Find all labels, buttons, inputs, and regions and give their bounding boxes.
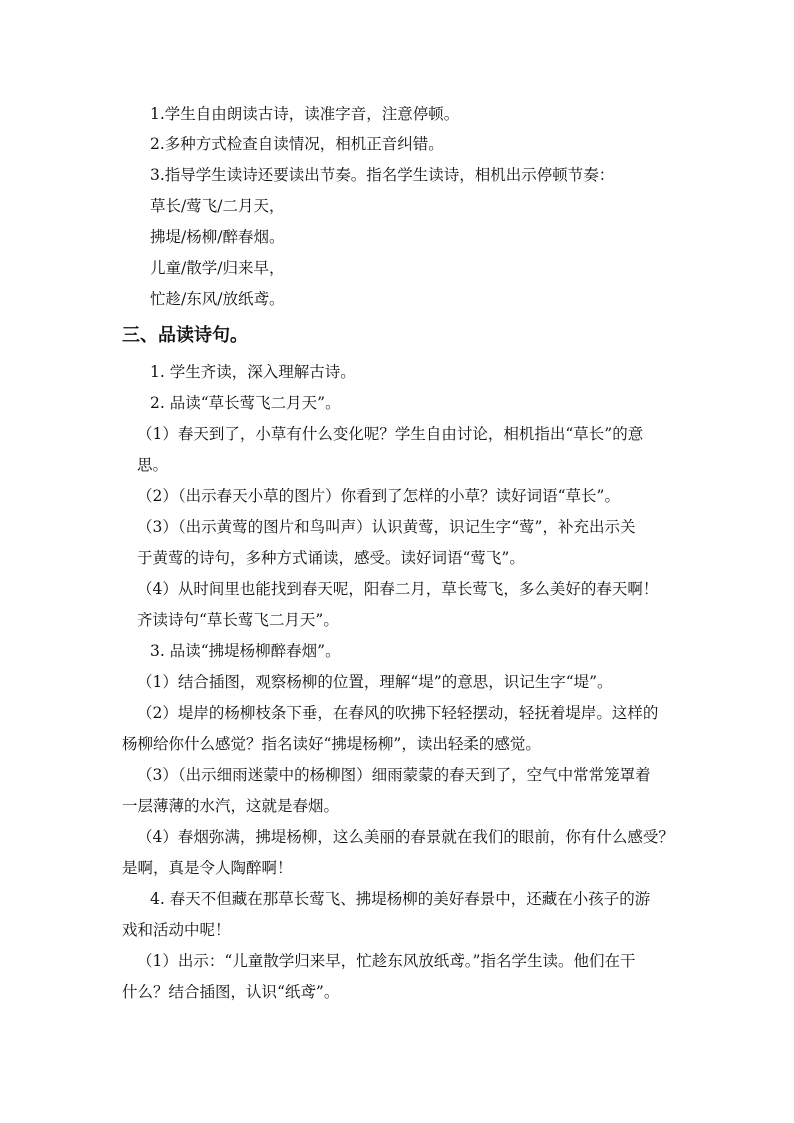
paragraph-line: （2）（出示春天小草的图片）你看到了怎样的小草？读好词语“草长”。 (137, 487, 620, 505)
paragraph-line: 什么？结合插图，认识“纸鸢”。 (122, 983, 340, 1001)
paragraph-line: （4）从时间里也能找到春天呢，阳春二月，草长莺飞，多么美好的春天啊！ (137, 580, 659, 598)
paragraph-line: （4）春烟弥满，拂堤杨柳，这么美丽的春景就在我们的眼前，你有什么感受？ (137, 828, 674, 846)
paragraph-line: 齐读诗句“草长莺飞二月天”。 (137, 611, 339, 629)
paragraph-line: 思。 (137, 456, 169, 474)
paragraph-line: 戏和活动中呢！ (122, 921, 231, 939)
item-4-line: 4. 春天不但藏在那草长莺飞、拂堤杨柳的美好春景中，还藏在小孩子的游 (150, 890, 651, 908)
paragraph-line: （3）（出示黄莺的图片和鸟叫声）认识黄莺，识记生字“莺”，补充出示关 (137, 518, 636, 536)
paragraph-line: （3）（出示细雨迷蒙中的杨柳图）细雨蒙蒙的春天到了，空气中常常笼罩着 (137, 766, 651, 784)
step-2-line: 2.多种方式检查自读情况，相机正音纠错。 (150, 135, 444, 153)
paragraph-line: 杨柳给你什么感觉？指名读好“拂堤杨柳”，读出轻柔的感觉。 (122, 735, 541, 753)
paragraph-line: 是啊，真是令人陶醉啊！ (122, 859, 293, 877)
item-2-line: 2. 品读“草长莺飞二月天”。 (150, 394, 341, 412)
section-heading: 三、品读诗句。 (122, 325, 248, 346)
paragraph-line: （1）春天到了，小草有什么变化呢？学生自由讨论，相机指出“草长”的意 (137, 425, 644, 443)
step-3-line: 3.指导学生读诗还要读出节奏。指名学生读诗，相机出示停顿节奏： (150, 166, 615, 184)
item-1-line: 1. 学生齐读，深入理解古诗。 (150, 363, 356, 381)
poem-line-4: 忙趁/东风/放纸鸢。 (150, 290, 285, 308)
step-1-line: 1.学生自由朗读古诗，读准字音，注意停顿。 (150, 105, 460, 123)
paragraph-line: （1）结合插图，观察杨柳的位置，理解“堤”的意思，识记生字“堤”。 (137, 673, 613, 691)
paragraph-line: （2）堤岸的杨柳枝条下垂，在春风的吹拂下轻轻摆动，轻抚着堤岸。这样的 (137, 704, 659, 722)
poem-line-2: 拂堤/杨柳/醉春烟。 (150, 228, 285, 246)
poem-line-1: 草长/莺飞/二月天， (150, 197, 285, 215)
item-3-line: 3. 品读“拂堤杨柳醉春烟”。 (150, 642, 341, 660)
poem-line-3: 儿童/散学/归来早， (150, 259, 285, 277)
paragraph-line: 一层薄薄的水汽，这就是春烟。 (122, 797, 340, 815)
paragraph-line: （1）出示：“儿童散学归来早，忙趁东风放纸鸢。”指名学生读。他们在干 (137, 952, 636, 970)
paragraph-line: 于黄莺的诗句，多种方式诵读，感受。读好词语“莺飞”。 (137, 549, 525, 567)
